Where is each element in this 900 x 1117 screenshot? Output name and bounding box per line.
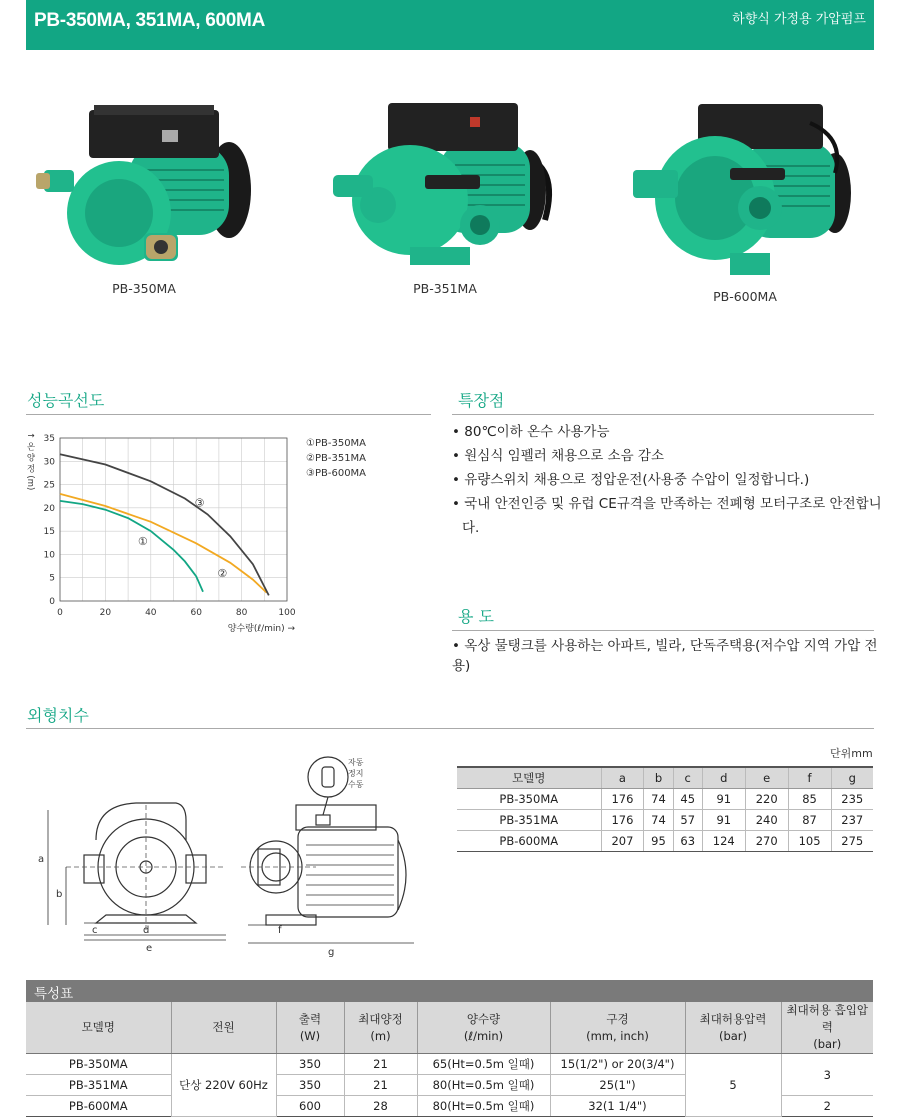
series-marker-label: ③ bbox=[194, 496, 205, 510]
table-row bbox=[457, 830, 873, 851]
section-title-features: 특장점 bbox=[458, 391, 505, 410]
column-header-model: 모델명 bbox=[26, 1002, 171, 1054]
feature-list bbox=[452, 420, 882, 540]
column-header: d bbox=[702, 767, 745, 788]
dimension-drawing bbox=[26, 745, 436, 965]
spec-table bbox=[26, 1002, 873, 1117]
table-cell: 207 bbox=[601, 830, 644, 851]
dim-label-c: c bbox=[92, 925, 98, 936]
table-cell-suction: 3 bbox=[781, 1054, 873, 1096]
table-cell: 63 bbox=[673, 830, 702, 851]
page-title: PB-350MA, 351MA, 600MA bbox=[34, 10, 265, 31]
table-cell-power: 단상 220V 60Hz bbox=[171, 1054, 276, 1117]
table-cell: 105 bbox=[788, 830, 831, 851]
table-cell: 91 bbox=[702, 809, 745, 830]
table-cell: 124 bbox=[702, 830, 745, 851]
table-cell: 270 bbox=[745, 830, 788, 851]
page-subtitle: 하향식 가정용 가압펌프 bbox=[732, 12, 866, 27]
product-caption: PB-351MA bbox=[413, 281, 477, 296]
table-cell: PB-600MA bbox=[26, 1096, 171, 1117]
table-row bbox=[26, 1054, 873, 1075]
column-header-head: 최대양정 (m) bbox=[344, 1002, 417, 1054]
table-cell: 220 bbox=[745, 788, 788, 809]
x-tick-label: 60 bbox=[190, 608, 202, 618]
series-marker-label: ① bbox=[137, 535, 148, 549]
y-tick-label: 30 bbox=[43, 457, 55, 468]
divider bbox=[26, 414, 431, 415]
table-cell: 240 bbox=[745, 809, 788, 830]
table-cell: PB-351MA bbox=[457, 809, 601, 830]
column-header: a bbox=[601, 767, 644, 788]
performance-curve-chart bbox=[20, 420, 420, 642]
x-tick-label: 20 bbox=[99, 608, 112, 618]
column-header: b bbox=[644, 767, 673, 788]
dim-label-b: b bbox=[56, 889, 63, 900]
x-axis-label: 양수량(ℓ/min) → bbox=[227, 624, 295, 634]
y-tick-label: 0 bbox=[49, 597, 55, 607]
dim-label-d: d bbox=[143, 925, 150, 936]
table-cell: 74 bbox=[644, 788, 673, 809]
table-cell: 600 bbox=[276, 1096, 344, 1117]
y-tick-label: 10 bbox=[43, 550, 55, 561]
dimensions-table bbox=[457, 766, 873, 852]
table-cell: 21 bbox=[344, 1075, 417, 1096]
product-pb351ma bbox=[330, 95, 560, 296]
list-item: • 옥상 물탱크를 사용하는 아파트, 빌라, 단독주택용(저수압 지역 가압 전용) bbox=[452, 636, 882, 676]
dim-label-a: a bbox=[38, 854, 45, 865]
table-cell: 32(1 1/4") bbox=[550, 1096, 685, 1117]
table-cell-suction: 2 bbox=[781, 1096, 873, 1117]
x-tick-label: 0 bbox=[57, 608, 63, 618]
switch-label-manual: 수동 bbox=[348, 780, 364, 789]
product-pb600ma bbox=[630, 98, 860, 304]
section-title-dimensions: 외형치수 bbox=[27, 706, 89, 725]
table-cell: 15(1/2") or 20(3/4") bbox=[550, 1054, 685, 1075]
list-item: • 유량스위치 채용으로 정압운전(사용중 수압이 일정합니다.) bbox=[452, 468, 882, 492]
divider bbox=[452, 630, 874, 631]
column-header-flow: 양수량 (ℓ/min) bbox=[417, 1002, 550, 1054]
table-cell: PB-351MA bbox=[26, 1075, 171, 1096]
legend-entry: ③PB-600MA bbox=[306, 468, 367, 479]
switch-label-auto: 자동 bbox=[348, 758, 364, 767]
product-pb350ma bbox=[34, 95, 254, 296]
table-cell: 176 bbox=[601, 809, 644, 830]
table-cell: 28 bbox=[344, 1096, 417, 1117]
table-cell: 87 bbox=[788, 809, 831, 830]
table-cell: PB-600MA bbox=[457, 830, 601, 851]
table-cell: 85 bbox=[788, 788, 831, 809]
table-header-row bbox=[26, 1002, 873, 1054]
column-header-max-pressure: 최대허용압력 (bar) bbox=[685, 1002, 781, 1054]
x-tick-label: 40 bbox=[145, 608, 157, 618]
product-caption: PB-600MA bbox=[713, 289, 777, 304]
spec-section-title: 특성표 bbox=[26, 980, 873, 1002]
pump-image-pb350ma bbox=[34, 95, 254, 275]
divider bbox=[452, 414, 874, 415]
table-cell: 91 bbox=[702, 788, 745, 809]
column-header: g bbox=[831, 767, 873, 788]
pump-image-pb351ma bbox=[330, 95, 560, 275]
series-line-pb-600ma bbox=[60, 454, 269, 595]
section-title-curve: 성능곡선도 bbox=[27, 391, 105, 410]
dim-label-e: e bbox=[146, 943, 153, 954]
list-item: • 80℃이하 온수 사용가능 bbox=[452, 420, 882, 444]
table-cell: 350 bbox=[276, 1054, 344, 1075]
divider bbox=[26, 728, 874, 729]
table-cell: 80(Ht=0.5m 일때) bbox=[417, 1096, 550, 1117]
column-header-suction-pressure: 최대허용 흡입압력 (bar) bbox=[781, 1002, 873, 1054]
table-cell: 45 bbox=[673, 788, 702, 809]
x-tick-label: 80 bbox=[235, 608, 248, 618]
table-cell: 74 bbox=[644, 809, 673, 830]
table-cell: 65(Ht=0.5m 일때) bbox=[417, 1054, 550, 1075]
switch-label-stop: 정지 bbox=[348, 769, 364, 778]
table-cell: 237 bbox=[831, 809, 873, 830]
column-header: e bbox=[745, 767, 788, 788]
table-cell-max-pressure: 5 bbox=[685, 1054, 781, 1117]
series-marker-label: ② bbox=[217, 566, 228, 580]
x-tick-label: 100 bbox=[278, 608, 296, 618]
y-tick-label: 15 bbox=[43, 527, 55, 538]
column-header-bore: 구경 (mm, inch) bbox=[550, 1002, 685, 1054]
table-cell: 176 bbox=[601, 788, 644, 809]
table-cell: 57 bbox=[673, 809, 702, 830]
y-tick-label: 35 bbox=[43, 434, 55, 444]
table-cell: 235 bbox=[831, 788, 873, 809]
table-cell: 95 bbox=[644, 830, 673, 851]
y-tick-label: 5 bbox=[49, 573, 55, 584]
table-cell: 275 bbox=[831, 830, 873, 851]
section-title-usage: 용 도 bbox=[458, 607, 494, 626]
product-caption: PB-350MA bbox=[112, 281, 176, 296]
table-cell: PB-350MA bbox=[26, 1054, 171, 1075]
table-row bbox=[457, 788, 873, 809]
dim-label-f: f bbox=[278, 925, 282, 936]
column-header-power: 전원 bbox=[171, 1002, 276, 1054]
column-header: c bbox=[673, 767, 702, 788]
legend-entry: ②PB-351MA bbox=[306, 453, 367, 464]
usage-list bbox=[452, 636, 882, 676]
y-axis-label: ↑ 온 양 정 (m) bbox=[25, 432, 35, 491]
y-tick-label: 25 bbox=[43, 480, 55, 491]
column-header-output: 출력 (W) bbox=[276, 1002, 344, 1054]
column-header: 모델명 bbox=[457, 767, 601, 788]
table-cell: 21 bbox=[344, 1054, 417, 1075]
table-cell: 350 bbox=[276, 1075, 344, 1096]
unit-label: 단위mm bbox=[830, 747, 873, 760]
legend-entry: ①PB-350MA bbox=[306, 438, 367, 449]
list-item: • 국내 안전인증 및 유럽 CE규격을 만족하는 전폐형 모터구조로 안전합니다. bbox=[452, 492, 882, 540]
table-cell: PB-350MA bbox=[457, 788, 601, 809]
table-cell: 25(1") bbox=[550, 1075, 685, 1096]
table-cell: 80(Ht=0.5m 일때) bbox=[417, 1075, 550, 1096]
pump-image-pb600ma bbox=[630, 98, 860, 283]
list-item: • 원심식 임펠러 채용으로 소음 감소 bbox=[452, 444, 882, 468]
dim-label-g: g bbox=[328, 947, 335, 958]
page-header bbox=[26, 0, 874, 50]
column-header: f bbox=[788, 767, 831, 788]
table-row bbox=[457, 809, 873, 830]
y-tick-label: 20 bbox=[43, 503, 55, 514]
table-header-row bbox=[457, 767, 873, 788]
